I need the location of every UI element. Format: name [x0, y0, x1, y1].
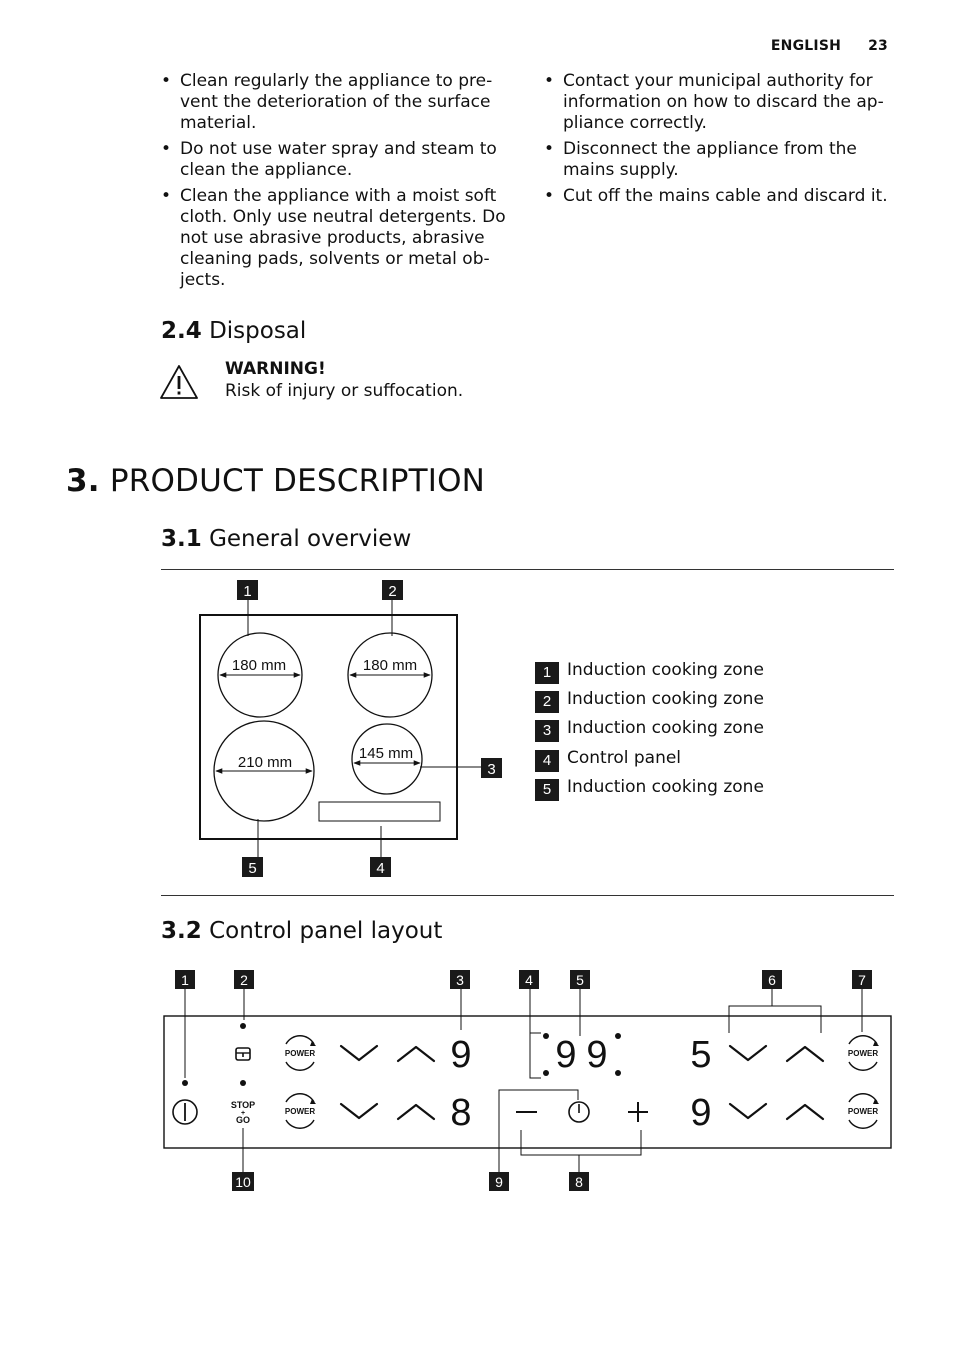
chevron-up-icon[interactable]	[787, 1105, 823, 1119]
power-level-display: 9	[690, 1092, 712, 1134]
power-level-display: 9	[450, 1034, 472, 1076]
chapter-title: 3. PRODUCT DESCRIPTION	[66, 463, 486, 499]
timer-icon[interactable]	[569, 1102, 589, 1122]
section-heading-disposal: 2.4 Disposal	[161, 318, 307, 344]
callout-1: 1	[243, 583, 252, 600]
warning-title: WARNING!	[225, 359, 326, 379]
callout-5: 5	[576, 972, 584, 988]
chevron-up-icon[interactable]	[398, 1105, 434, 1119]
svg-text:STOP: STOP	[230, 1100, 256, 1110]
timer-display: 9	[555, 1034, 577, 1076]
header-language: ENGLISH	[770, 38, 842, 54]
on-off-icon[interactable]	[173, 1100, 197, 1124]
warning-triangle-icon	[159, 364, 199, 400]
chevron-up-icon[interactable]	[398, 1047, 434, 1061]
zone-size-label: 210 mm	[237, 754, 293, 771]
chevron-up-icon[interactable]	[787, 1047, 823, 1061]
control-panel-area	[319, 802, 440, 821]
control-panel-diagram	[160, 966, 900, 1196]
callout-3: 3	[487, 761, 496, 778]
zone-size-label: 180 mm	[231, 657, 287, 674]
divider	[161, 569, 894, 570]
svg-text:+: +	[240, 1110, 246, 1117]
disposal-bullets	[544, 71, 904, 212]
callout-9: 9	[495, 1174, 503, 1190]
callout-8: 8	[575, 1174, 583, 1190]
svg-text:GO: GO	[235, 1115, 251, 1125]
callout-1: 1	[181, 972, 189, 988]
section-heading-general-overview: 3.1 General overview	[161, 526, 412, 552]
power-level-display: 5	[690, 1034, 712, 1076]
control-panel-outline	[164, 1016, 891, 1148]
hob-outline	[200, 615, 457, 839]
stop-go-button[interactable]	[231, 1100, 255, 1125]
list-item: • Clean regularly the appliance to pre- vent the deterioration of the surface material.	[161, 71, 521, 134]
chevron-down-icon[interactable]	[730, 1046, 766, 1060]
timer-display: 9	[586, 1034, 608, 1076]
power-button-right-top[interactable]	[848, 1036, 879, 1071]
list-item: • Clean the appliance with a moist soft cloth. Only use neutral detergents. Do not use abrasive products, abrasive cleaning pads, solvents or metal ob- jects.	[161, 186, 521, 291]
svg-text:POWER: POWER	[284, 1049, 316, 1058]
warning-text: Risk of injury or suffocation.	[225, 381, 464, 401]
chevron-down-icon[interactable]	[730, 1104, 766, 1118]
callout-5: 5	[248, 860, 257, 877]
callout-4: 4	[525, 972, 533, 988]
power-button-left-bottom[interactable]	[285, 1094, 316, 1129]
power-level-display: 8	[450, 1092, 472, 1134]
list-item: • Contact your municipal authority for information on how to discard the ap- pliance correctly.	[544, 71, 904, 134]
divider	[161, 895, 894, 896]
power-button-left-top[interactable]	[285, 1036, 316, 1071]
power-button-right-bottom[interactable]	[848, 1094, 879, 1129]
hob-overview-diagram	[190, 578, 520, 878]
callout-4: 4	[376, 860, 385, 877]
callout-7: 7	[858, 972, 866, 988]
svg-text:POWER: POWER	[847, 1049, 879, 1058]
chevron-down-icon[interactable]	[341, 1046, 377, 1060]
zone-size-label: 145 mm	[358, 745, 414, 762]
cleaning-bullets	[161, 71, 521, 296]
zone-size-label: 180 mm	[362, 657, 418, 674]
callout-2: 2	[388, 583, 397, 600]
callout-2: 2	[240, 972, 248, 988]
list-item: • Cut off the mains cable and discard it.	[544, 186, 904, 207]
plus-icon[interactable]	[628, 1102, 648, 1122]
page-header	[771, 38, 888, 54]
chevron-down-icon[interactable]	[341, 1104, 377, 1118]
callout-3: 3	[456, 972, 464, 988]
header-page-number: 23	[868, 38, 888, 54]
svg-text:POWER: POWER	[847, 1107, 879, 1116]
callout-10: 10	[235, 1174, 251, 1190]
lock-icon[interactable]	[236, 1048, 250, 1060]
callout-6: 6	[768, 972, 776, 988]
svg-text:POWER: POWER	[284, 1107, 316, 1116]
section-heading-control-panel: 3.2 Control panel layout	[161, 918, 443, 944]
list-item: • Disconnect the appliance from the mains supply.	[544, 139, 904, 181]
list-item: • Do not use water spray and steam to clean the appliance.	[161, 139, 521, 181]
